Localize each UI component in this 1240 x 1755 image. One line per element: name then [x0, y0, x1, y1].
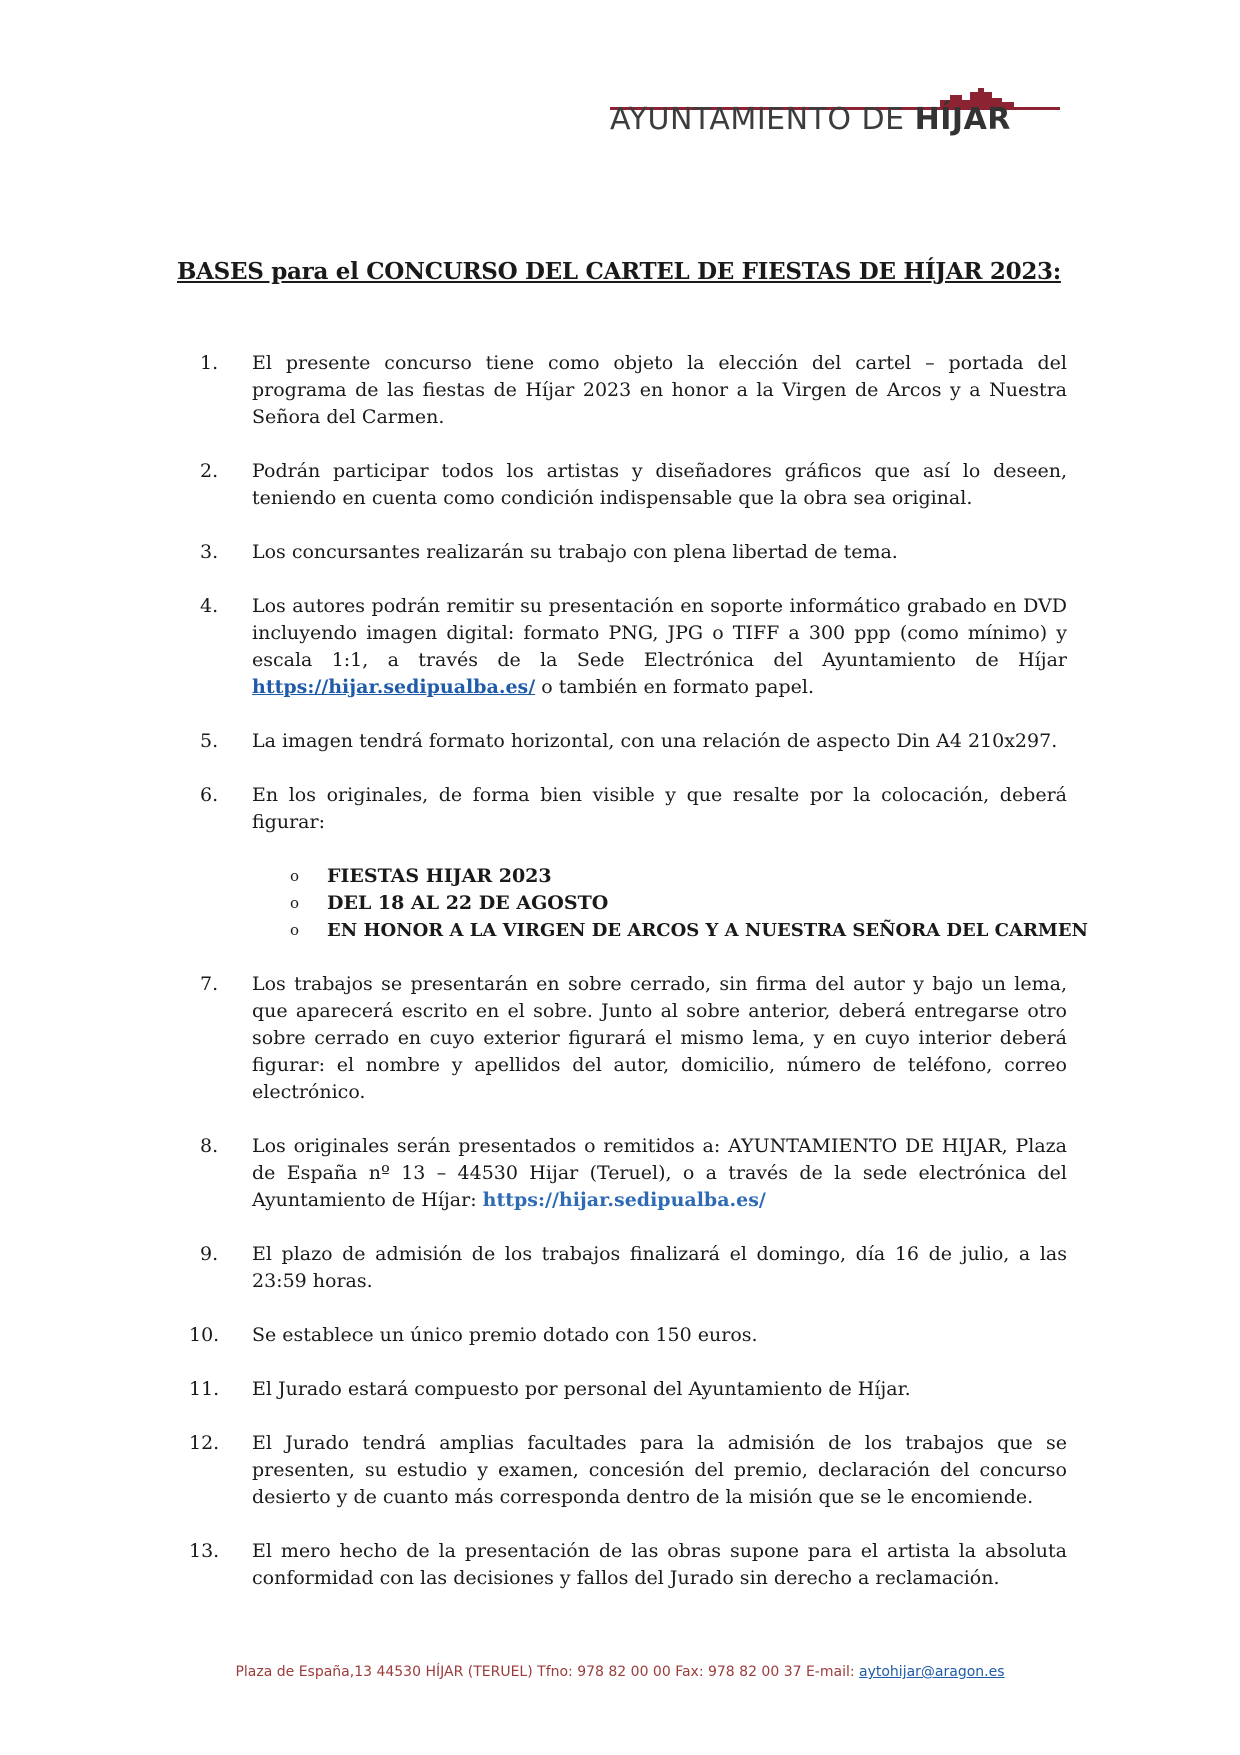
- sub-list-item: o FIESTAS HIJAR 2023: [252, 863, 1067, 890]
- list-item: [189, 1430, 1067, 1511]
- list-item: [189, 1538, 1067, 1592]
- item-text: El mero hecho de la presentación de las obras supone para el artista la absoluta conformidad con las decisiones y fallos del Jurado sin derecho a reclamación.: [252, 1540, 1067, 1589]
- list-item: [200, 593, 1067, 701]
- item-text: Los originales serán presentados o remitidos a: AYUNTAMIENTO DE HIJAR, Plaza de España nº 13 – 44530 Hijar (Teruel), o a través de la sede electrónica del Ayuntamiento de Híjar:: [252, 1135, 1067, 1211]
- required-text-list: [252, 863, 1089, 944]
- sede-electronica-link[interactable]: https://hijar.sedipualba.es/: [252, 676, 536, 698]
- item-number: 4.: [200, 595, 219, 617]
- item-number: 5.: [200, 730, 219, 752]
- email-link[interactable]: aytohijar@aragon.es: [859, 1664, 1005, 1680]
- logo-text: AYUNTAMIENTO DE HÍJAR: [610, 102, 1011, 137]
- item-number: 11.: [189, 1378, 220, 1400]
- item-text: El plazo de admisión de los trabajos finalizará el domingo, día 16 de julio, a las 23:59 horas.: [252, 1243, 1067, 1292]
- list-item: [200, 539, 1067, 566]
- item-text-after: o también en formato papel.: [535, 676, 815, 698]
- list-item: [200, 458, 1067, 512]
- list-item: [200, 350, 1067, 431]
- list-item: [200, 728, 1067, 755]
- item-text: El Jurado tendrá amplias facultades para la admisión de los trabajos que se presenten, su estudio y examen, concesión del premio, declaración del concurso desierto y de cuanto más corresponda dentro de la misión que se le encomiende.: [252, 1432, 1067, 1508]
- item-number: 9.: [200, 1243, 219, 1265]
- item-number: 13.: [189, 1540, 220, 1562]
- item-text: En los originales, de forma bien visible y que resalte por la colocación, deberá figurar:: [252, 784, 1067, 833]
- sede-electronica-link[interactable]: https://hijar.sedipualba.es/: [482, 1189, 766, 1211]
- rules-list: [189, 350, 1089, 1619]
- bullet-icon: o: [290, 867, 300, 885]
- item-number: 3.: [200, 541, 219, 563]
- item-text: El presente concurso tiene como objeto la elección del cartel – portada del programa de las fiestas de Híjar 2023 en honor a la Virgen de Arcos y a Nuestra Señora del Carmen.: [252, 352, 1067, 428]
- footer-contact-text: Plaza de España,13 44530 HÍJAR (TERUEL) Tfno: 978 82 00 00 Fax: 978 82 00 37 E-mail:: [235, 1664, 860, 1680]
- item-number: 12.: [189, 1432, 220, 1454]
- bullet-icon: o: [290, 921, 300, 939]
- item-number: 8.: [200, 1135, 219, 1157]
- item-text: Se establece un único premio dotado con 150 euros.: [252, 1324, 758, 1346]
- item-text: Podrán participar todos los artistas y diseñadores gráficos que así lo deseen, teniendo en cuenta como condición indispensable que la obra sea original.: [252, 460, 1067, 509]
- page-footer: [0, 1664, 1240, 1680]
- item-number: 1.: [200, 352, 219, 374]
- list-item: [189, 1376, 1067, 1403]
- sub-list-item: o DEL 18 AL 22 DE AGOSTO: [252, 890, 1067, 917]
- item-number: 7.: [200, 973, 219, 995]
- list-item: [200, 782, 1089, 944]
- item-text: Los autores podrán remitir su presentación en soporte informático grabado en DVD incluyendo imagen digital: formato PNG, JPG o TIFF a 300 ppp (como mínimo) y escala 1:1, a través de la Sede Electrónica del Ayuntamiento de Híjar: [252, 595, 1067, 671]
- bullet-icon: o: [290, 894, 300, 912]
- item-number: 2.: [200, 460, 219, 482]
- item-text: Los trabajos se presentarán en sobre cerrado, sin firma del autor y bajo un lema, que aparecerá escrito en el sobre. Junto al sobre anterior, deberá entregarse otro sobre cerrado en cuyo exterior figurará el mismo lema, y en cuyo interior deberá figurar: el nombre y apellidos del autor, domicilio, número de teléfono, correo electrónico.: [252, 973, 1067, 1103]
- item-text: El Jurado estará compuesto por personal del Ayuntamiento de Híjar.: [252, 1378, 911, 1400]
- list-item: [189, 1322, 1067, 1349]
- item-text: La imagen tendrá formato horizontal, con una relación de aspecto Din A4 210x297.: [252, 730, 1058, 752]
- list-item: [200, 1133, 1067, 1214]
- item-number: 10.: [189, 1324, 220, 1346]
- sub-list-item: o EN HONOR A LA VIRGEN DE ARCOS Y A NUESTRA SEÑORA DEL CARMEN: [252, 917, 1067, 944]
- document-title: BASES para el CONCURSO DEL CARTEL DE FIESTAS DE HÍJAR 2023:: [177, 258, 1061, 285]
- item-number: 6.: [200, 784, 219, 806]
- ayuntamiento-logo: [610, 88, 1060, 138]
- list-item: [200, 971, 1067, 1106]
- item-text: Los concursantes realizarán su trabajo con plena libertad de tema.: [252, 541, 898, 563]
- list-item: [200, 1241, 1067, 1295]
